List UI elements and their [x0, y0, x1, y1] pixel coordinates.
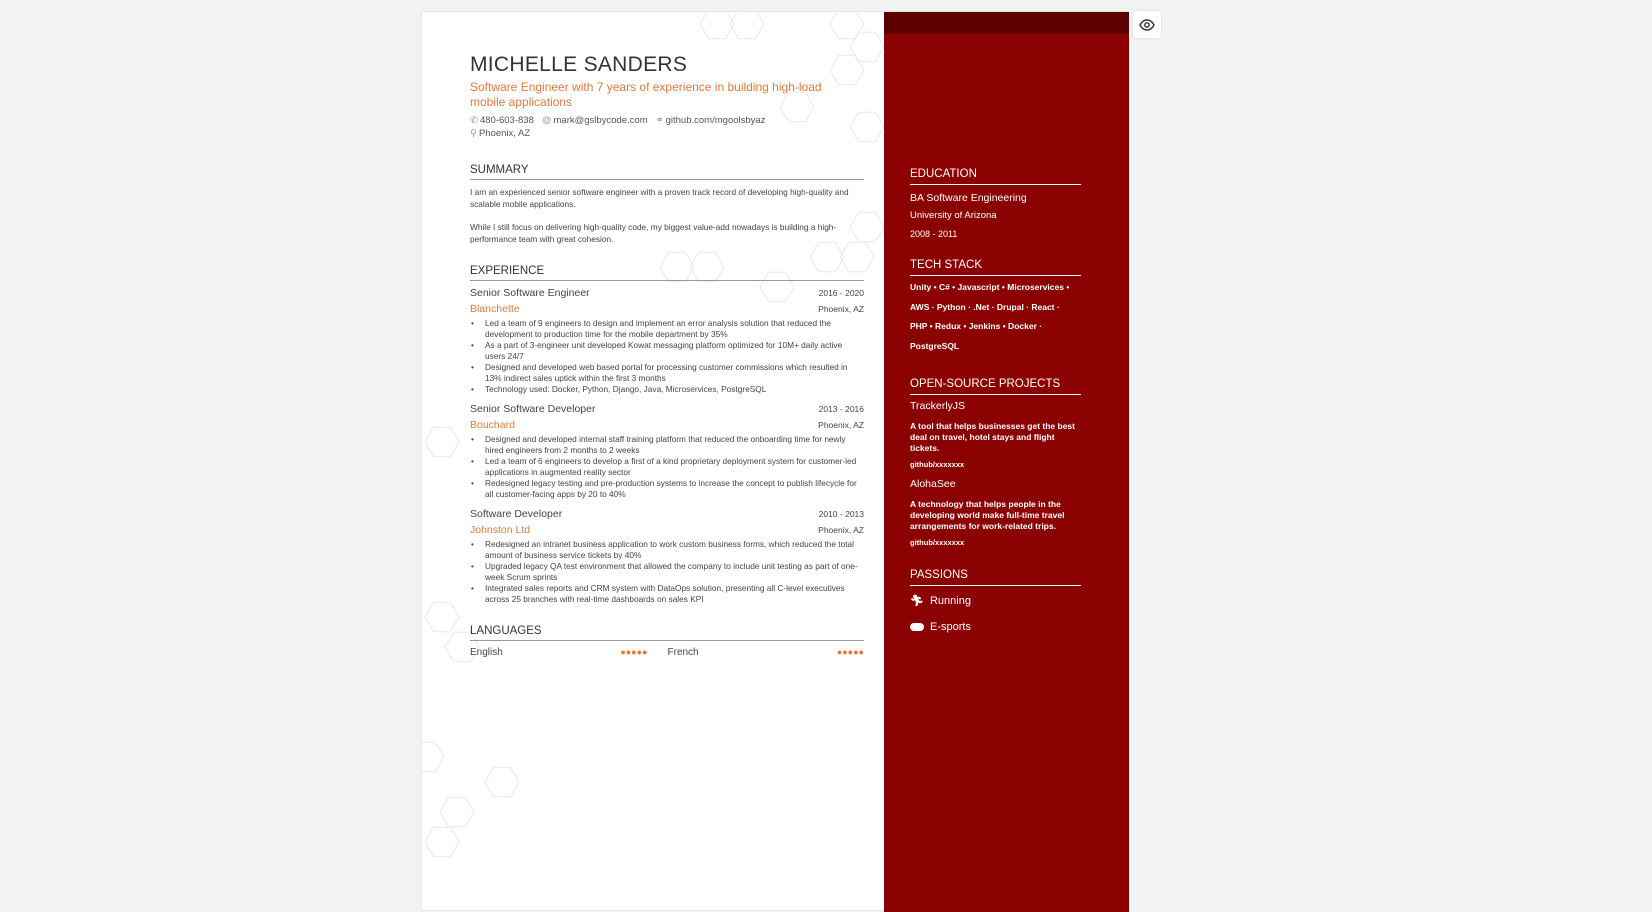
passion-item	[910, 594, 1081, 607]
github-link[interactable]: github.com/mgoolsbyaz	[665, 115, 766, 126]
hexagon-shape	[830, 12, 864, 39]
sidebar	[884, 12, 1129, 912]
languages-section	[470, 625, 864, 658]
education-section	[910, 168, 1081, 243]
candidate-subtitle: Software Engineer with 7 years of experience in building high-load mobile applications	[470, 80, 822, 109]
project-name: TrackerlyJS	[910, 400, 966, 412]
phone-icon: ✆	[470, 115, 478, 126]
tech-row: PHP • Redux • Jenkins • Docker ·	[910, 321, 1043, 331]
company-name: Bouchard	[470, 419, 515, 431]
job-bullet: • Redesigned legacy testing and pre-production systems to increase the concept to publish lifecycle for all customer-facing apps by 20 to 40%	[470, 478, 864, 500]
job-bullet: • Upgraded legacy QA test environment that allowed the company to include unit testing as part of one-week Scrum sprints	[470, 561, 864, 583]
preview-toggle-button[interactable]	[1133, 11, 1161, 38]
projects-section	[910, 378, 1081, 547]
summary-section	[470, 164, 864, 245]
job-bullet: • Designed and developed web based portal for processing customer commissions which resulted in 13% indirect sales uptick within the first 3 months	[470, 362, 864, 384]
resume-page	[421, 11, 1128, 911]
job-bullet: • Led a team of 6 engineers to develop a first of a kind proprietary deployment system for customer-led applications in augmented reality sector	[470, 456, 864, 478]
job-bullet: • Designed and developed internal staff training platform that reduced the onboarding time for newly hired engineers from 2 months to 2 weeks	[470, 434, 864, 456]
job-title: Senior Software Engineer	[470, 287, 590, 299]
education-dates: 2008 - 2011	[910, 229, 958, 239]
language-name: English	[470, 647, 503, 658]
passions-section	[910, 569, 1081, 633]
job-entry	[470, 287, 864, 395]
language-item	[470, 647, 668, 658]
section-heading: OPEN-SOURCE PROJECTS	[910, 378, 1081, 395]
project-description: A tool that helps businesses get the best deal on travel, hotel stays and flight tickets.	[910, 421, 1075, 453]
summary-paragraph: While I still focus on delivering high-quality code, my biggest value-add nowadays is building a high-performance team with great cohesion.	[470, 222, 837, 244]
email-icon: @	[541, 115, 552, 126]
summary-paragraph: I am an experienced senior software engineer with a proven track record of developing high-quality and scalable mobile applications.	[470, 187, 849, 209]
language-rating: ●●●●●	[836, 647, 864, 657]
contact-info	[470, 114, 864, 140]
company-name: Johnston Ltd	[470, 524, 531, 536]
section-heading: SUMMARY	[470, 164, 864, 180]
section-heading: EDUCATION	[910, 168, 1081, 185]
hexagon-shape	[425, 827, 459, 856]
phone: 480-603-838	[479, 115, 534, 126]
school: University of Arizona	[910, 210, 997, 221]
job-dates: 2010 - 2013	[818, 509, 864, 519]
section-heading: LANGUAGES	[470, 625, 864, 641]
language-rating: ●●●●●	[620, 647, 648, 657]
job-bullet: • As a part of 3-engineer unit developed Kowat messaging platform optimized for 10M+ daily active users 24/7	[470, 340, 864, 362]
language-name: French	[667, 647, 699, 658]
job-location: Phoenix, AZ	[818, 420, 864, 430]
link-icon: ⚭	[655, 115, 664, 126]
tech-stack-section	[910, 259, 1081, 356]
company-name: Blanchette	[470, 303, 520, 315]
job-dates: 2016 - 2020	[818, 288, 864, 298]
location-icon: ⚲	[470, 128, 477, 139]
job-location: Phoenix, AZ	[818, 304, 864, 314]
job-bullet: • Technology used: Docker, Python, Django, Java, Microservices, PostgreSQL	[470, 384, 864, 395]
hexagon-shape	[730, 12, 764, 39]
hexagon-shape	[425, 602, 459, 631]
sidebar-top-strip	[884, 12, 1129, 34]
job-title: Senior Software Developer	[470, 403, 596, 415]
passion-item	[910, 621, 1081, 633]
job-dates: 2013 - 2016	[818, 404, 864, 414]
job-entry	[470, 403, 864, 500]
email[interactable]: mark@gslbycode.com	[553, 115, 648, 126]
project-name: AlohaSee	[910, 478, 956, 490]
project-link[interactable]: github/xxxxxxx	[910, 460, 965, 469]
job-bullet: • Redesigned an intranet business application to work custom business forms, which reduced the total amount of business service tickets by 40%	[470, 539, 864, 561]
hexagon-shape	[440, 797, 474, 826]
tech-row: Unity • C# • Javascript • Microservices •	[910, 282, 1070, 292]
section-heading: EXPERIENCE	[470, 265, 864, 281]
project-description: A technology that helps people in the developing world make full-time travel arrangements for work-related trips.	[910, 499, 1065, 531]
hexagon-shape	[700, 12, 734, 39]
main-column	[470, 52, 864, 658]
section-heading: TECH STACK	[910, 259, 1081, 276]
language-item	[668, 647, 865, 658]
running-icon: 🏃︎	[910, 595, 924, 607]
job-entry	[470, 508, 864, 605]
degree: BA Software Engineering	[910, 192, 1027, 204]
candidate-name: MICHELLE SANDERS	[470, 53, 688, 76]
tech-row: AWS · Python · .Net · Drupal · React ·	[910, 301, 1060, 312]
experience-section	[470, 265, 864, 605]
hexagon-shape	[485, 767, 519, 796]
section-heading: PASSIONS	[910, 569, 1081, 586]
passion-label: Running	[929, 594, 971, 607]
hexagon-shape	[425, 427, 459, 456]
job-bullet: • Led a team of 9 engineers to design and implement an error analysis solution that reduced the development to production time for the mobile department by 35%	[470, 318, 864, 340]
eye-icon	[1139, 19, 1155, 31]
job-title: Software Developer	[470, 508, 563, 520]
passion-label: E-sports	[930, 621, 971, 633]
tech-row: PostgreSQL	[910, 340, 960, 351]
hexagon-shape	[422, 742, 444, 771]
project-link[interactable]: github/xxxxxxx	[910, 538, 965, 547]
location: Phoenix, AZ	[478, 128, 531, 139]
gamepad-icon	[910, 623, 924, 631]
job-bullet: • Integrated sales reports and CRM system with DataOps solution, presenting all C-level executives across 25 branches with real-time dashboards on sales KPI	[470, 583, 864, 605]
job-location: Phoenix, AZ	[818, 525, 864, 535]
